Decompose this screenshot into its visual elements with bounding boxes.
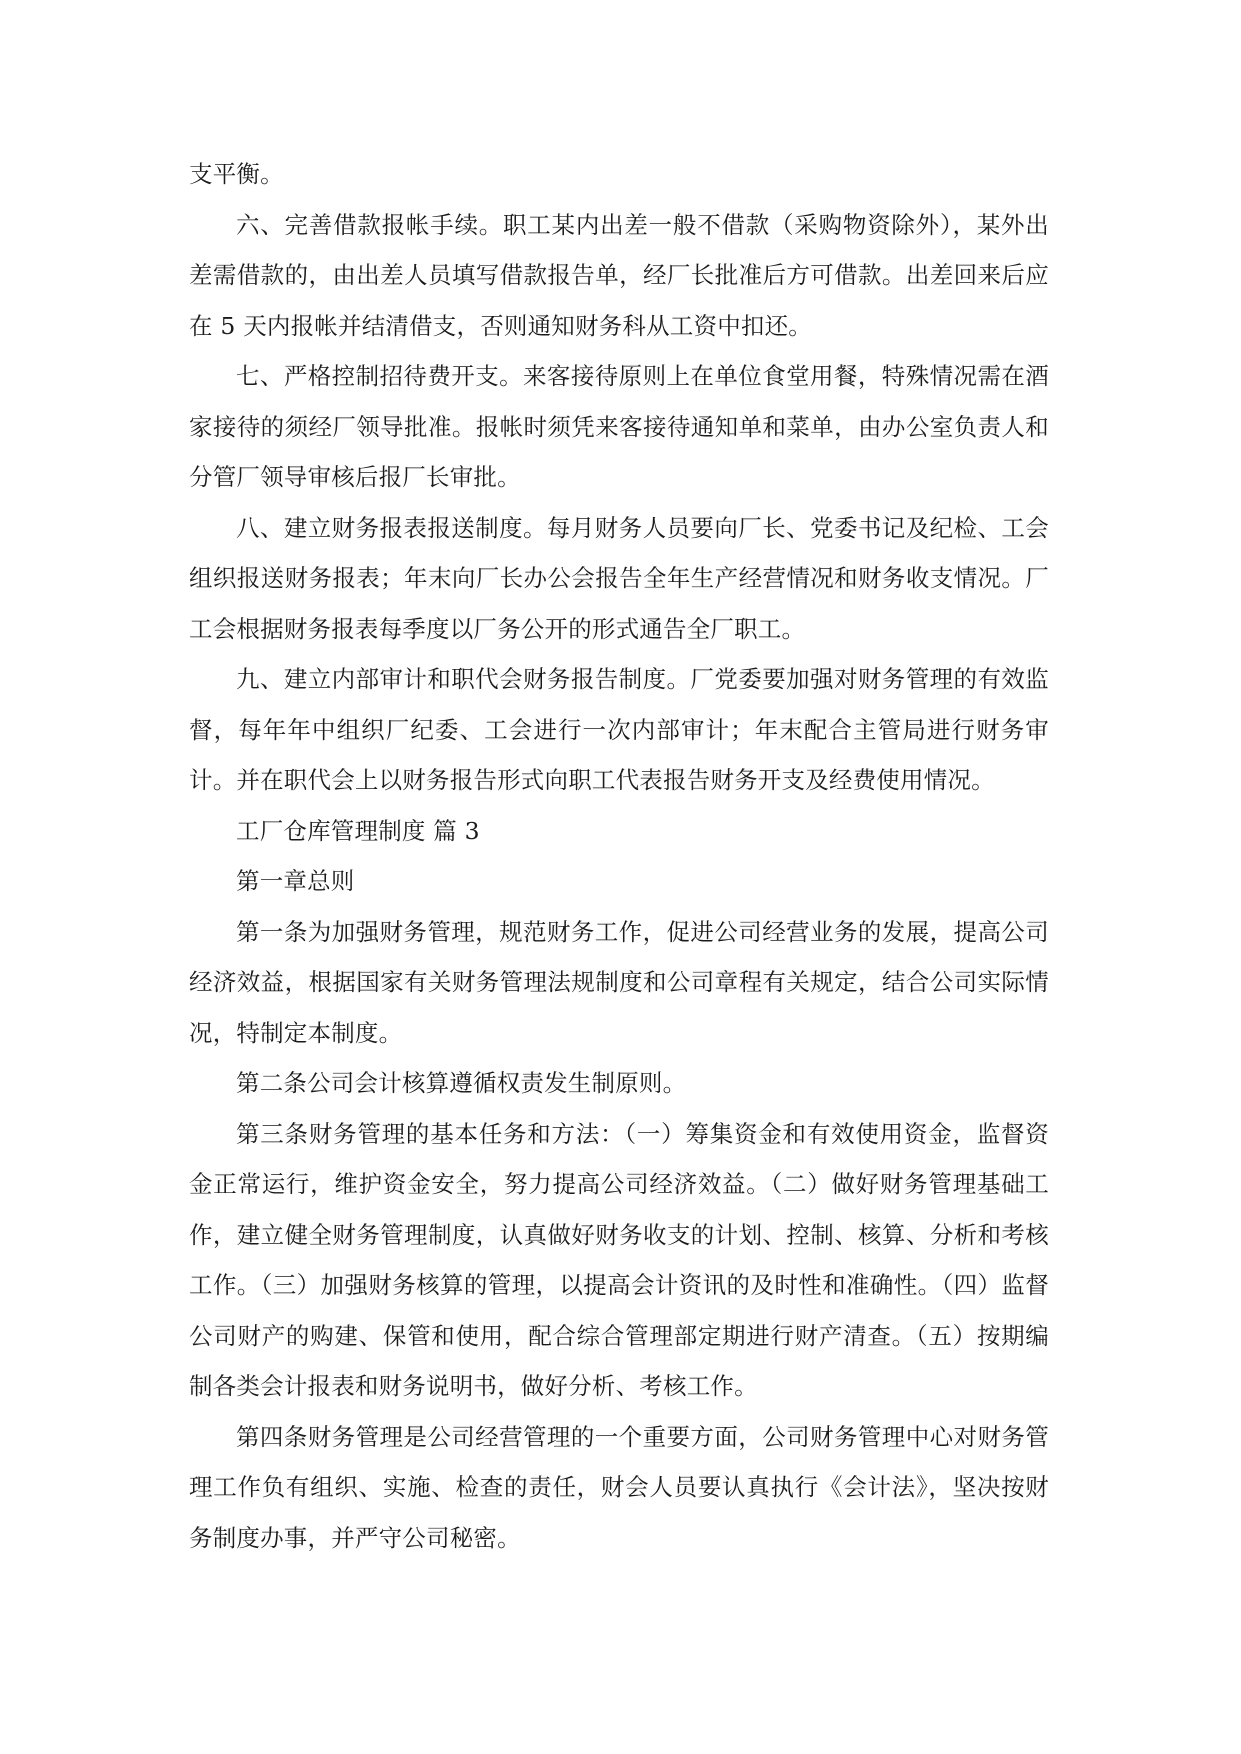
section-title: 工厂仓库管理制度 篇 3 (236, 816, 480, 845)
paragraph-continuation: 支平衡。 (189, 160, 284, 188)
article-2: 第二条公司会计核算遵循权责发生制原则。 (236, 1069, 687, 1097)
article-4: 第四条财务管理是公司经营管理的一个重要方面，公司财务管理中心对财务管理工作负有组织、实施、检查的责任，财会人员要认真执行《会计法》，坚决按财务制度办事，并严守公司秘密。 (189, 1422, 1049, 1552)
paragraph-item-7: 七、严格控制招待费开支。来客接待原则上在单位食堂用餐，特殊情况需在酒家接待的须经厂领导批准。报帐时须凭来客接待通知单和菜单，由办公室负责人和分管厂领导审核后报厂长审批。 (189, 362, 1049, 491)
chapter-title: 第一章总则 (236, 867, 355, 895)
paragraph-item-8: 八、建立财务报表报送制度。每月财务人员要向厂长、党委书记及纪检、工会组织报送财务报表；年末向厂长办公会报告全年生产经营情况和财务收支情况。厂工会根据财务报表每季度以厂务公开的形式通告全厂职工。 (189, 513, 1049, 643)
article-3: 第三条财务管理的基本任务和方法：（一）筹集资金和有效使用资金，监督资金正常运行，维护资金安全，努力提高公司经济效益。（二）做好财务管理基础工作，建立健全财务管理制度，认真做好财务收支的计划、控制、核算、分析和考核工作。（三）加强财务核算的管理，以提高会计资讯的及时性和准确性。（四）监督公司财产的购建、保管和使用，配合综合管理部定期进行财产清查。（五）按期编制各类会计报表和财务说明书，做好分析、考核工作。 (189, 1119, 1049, 1400)
document-body (189, 149, 1049, 1563)
paragraph-item-6: 六、完善借款报帐手续。职工某内出差一般不借款（采购物资除外），某外出差需借款的，由出差人员填写借款报告单，经厂长批准后方可借款。出差回来后应在 5 天内报帐并结清借支，否则通知财务科从工资中扣还。 (189, 210, 1049, 340)
paragraph-item-9: 九、建立内部审计和职代会财务报告制度。厂党委要加强对财务管理的有效监督，每年年中组织厂纪委、工会进行一次内部审计；年末配合主管局进行财务审计。并在职代会上以财务报告形式向职工代表报告财务开支及经费使用情况。 (189, 665, 1049, 794)
article-1: 第一条为加强财务管理，规范财务工作，促进公司经营业务的发展，提高公司经济效益，根据国家有关财务管理法规制度和公司章程有关规定，结合公司实际情况，特制定本制度。 (189, 917, 1049, 1047)
